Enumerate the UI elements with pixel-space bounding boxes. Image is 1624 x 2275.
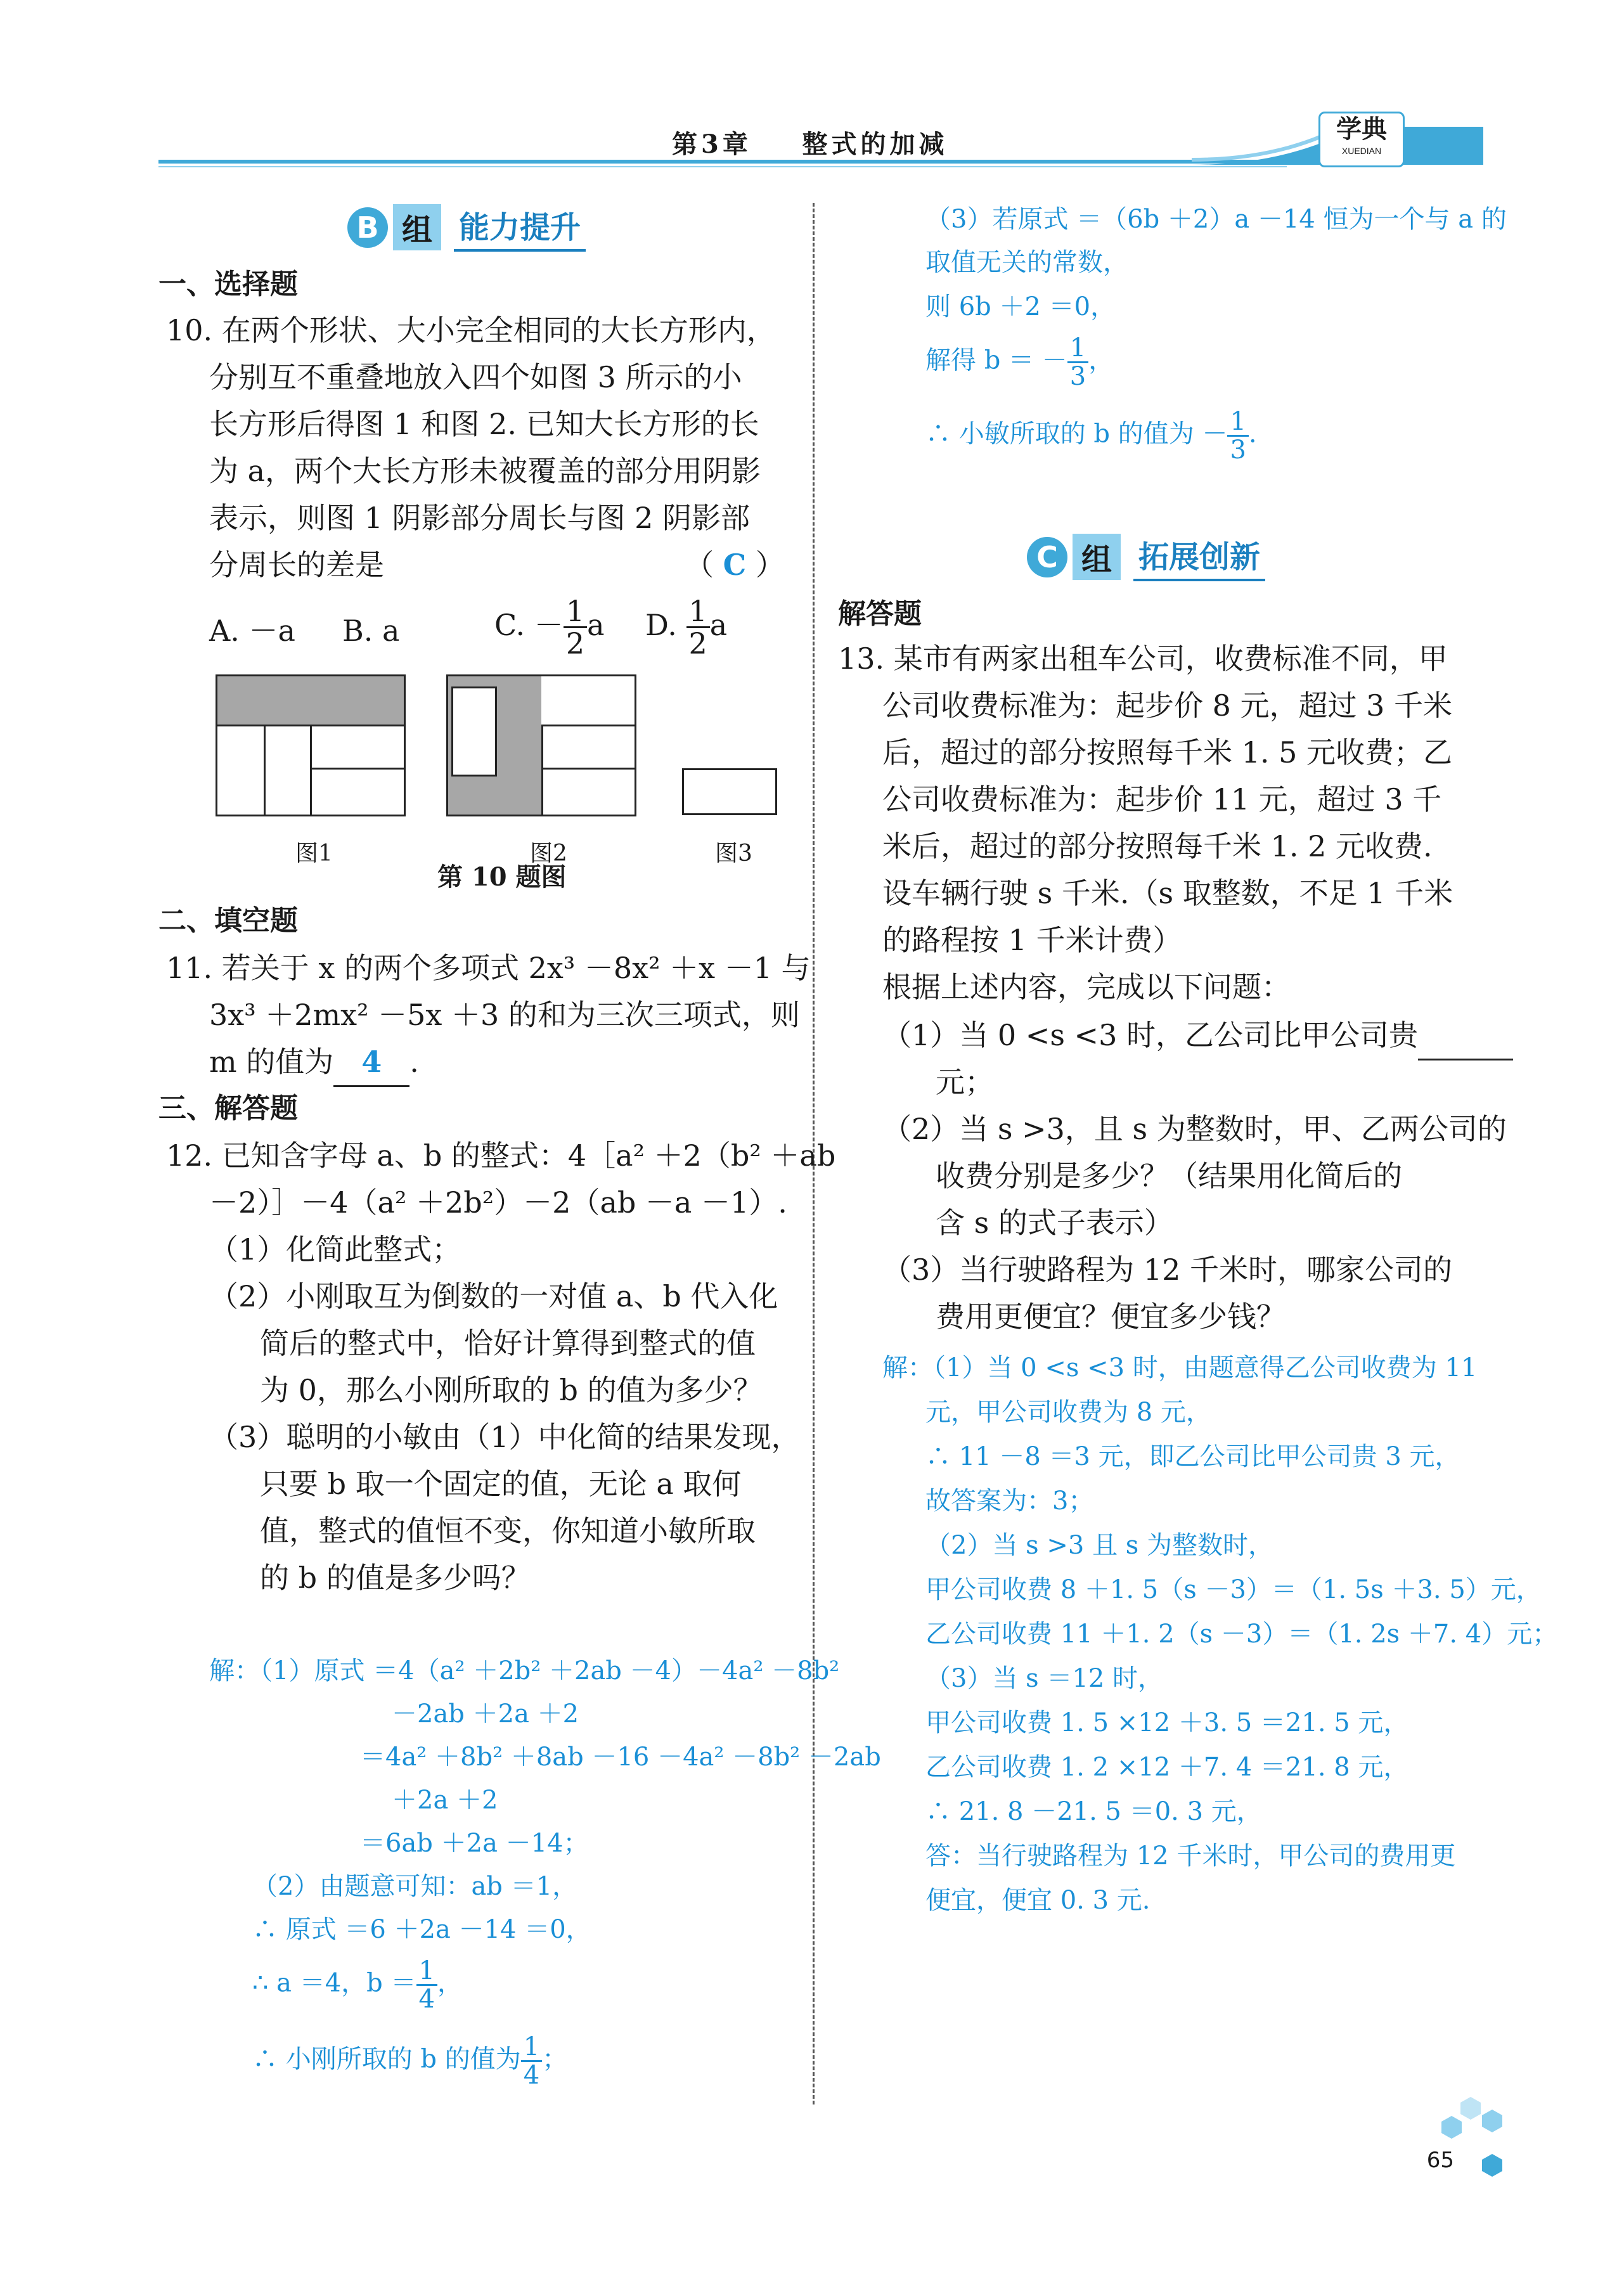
logo-sub: XUEDIAN (1341, 146, 1382, 156)
q13-line: 的路程按 1 千米计费） (882, 923, 1182, 957)
q13-line: 后，超过的部分按照每千米 1. 5 元收费；乙 (882, 735, 1453, 770)
q10-line: 长方形后得图 1 和图 2. 已知大长方形的长 (209, 407, 759, 441)
q13-line: 根据上述内容，完成以下问题： (882, 970, 1291, 1004)
sol13-line: 元，甲公司收费为 8 元， (925, 1398, 1211, 1427)
figure-2 (446, 674, 636, 816)
section-choice-heading: 一、选择题 (158, 268, 298, 300)
sol13-line: （2）当 s >3 且 s 为整数时， (925, 1531, 1274, 1560)
sol13-line: 乙公司收费 1. 2 ×12 ＋7. 4 ＝21. 8 元， (925, 1753, 1409, 1782)
sol12-line-suffix: ； (542, 2044, 568, 2074)
sol12-line: 取值无关的常数， (925, 248, 1128, 277)
q13-part3: （3）当行驶路程为 12 千米时，哪家公司的 (882, 1253, 1453, 1287)
sol12-line (252, 2033, 567, 2089)
frac-numerator: 1 (521, 2033, 542, 2062)
q10-option-c-prefix: C. － (494, 607, 564, 642)
frac-numerator: 1 (1227, 408, 1248, 437)
sol12-line-suffix: ， (1088, 345, 1114, 375)
fig2-rect (541, 725, 635, 726)
q10-line: 10. 在两个形状、大小完全相同的大长方形内， (166, 313, 776, 347)
fig2-rect (451, 686, 497, 777)
q12-line: 12. 已知含字母 a、b 的整式：4［a² ＋2（b² ＋ab (166, 1138, 836, 1173)
figure-3-label: 图3 (715, 841, 752, 867)
sol12-line-suffix: ， (437, 1968, 463, 1998)
sol12-line (925, 335, 1114, 390)
sol12-line: ＋2a ＋2 (392, 1786, 498, 1815)
sol13-line: ∴ 11 －8 ＝3 元，即乙公司比甲公司贵 3 元， (925, 1442, 1460, 1471)
q12-line: 的 b 的值是多少吗？ (260, 1561, 531, 1595)
group-c-title: 拓展创新 (1133, 532, 1265, 581)
frac-denominator: 4 (418, 1985, 435, 2014)
sol13-line: 甲公司收费 1. 5 ×12 ＋3. 5 ＝21. 5 元， (925, 1708, 1409, 1737)
group-b-title: 能力提升 (454, 203, 586, 252)
sol12-line (252, 1957, 463, 2013)
frac-numerator: 1 (564, 596, 587, 628)
q11-line (209, 1038, 419, 1087)
fig1-rect (264, 725, 266, 815)
q13-line: 米后，超过的部分按照每千米 1. 2 元收费. (882, 829, 1433, 863)
sol12-line: 解：（1）原式 ＝4（a² ＋2b² ＋2ab －4）－4a² －8b² (209, 1656, 840, 1685)
frac-denominator: 3 (1230, 435, 1246, 465)
q13-part2: 含 s 的式子表示） (936, 1206, 1173, 1240)
frac-numerator: 1 (1067, 335, 1088, 363)
header-title (672, 124, 948, 160)
fig1-shaded (217, 676, 404, 726)
sol12-line-prefix: ∴ 小敏所取的 b 的值为 － (925, 419, 1228, 449)
logo-badge (1318, 112, 1405, 167)
q13-blank (1418, 1012, 1513, 1060)
q12-line: 只要 b 取一个固定的值，无论 a 取何 (260, 1467, 742, 1501)
sol13-line: （3）当 s ＝12 时， (925, 1664, 1164, 1693)
fig2-rect (541, 726, 635, 815)
logo-text: 学典 (1336, 114, 1387, 144)
sol12-line: ∴ 原式 ＝6 ＋2a －14 ＝0， (252, 1915, 591, 1944)
chapter-title: 整式的加减 (802, 129, 948, 159)
group-c-heading (1027, 532, 1265, 581)
sol12-line-suffix: . (1248, 419, 1257, 449)
q10-option-d (645, 596, 727, 659)
sol13-line: ∴ 21. 8 －21. 5 ＝0. 3 元， (925, 1797, 1262, 1826)
fig2-rect (541, 676, 635, 725)
q11-line-suffix: . (409, 1045, 419, 1079)
sol13-line: 便宜，便宜 0. 3 元. (925, 1886, 1150, 1915)
q13-part1-end: 元； (936, 1065, 994, 1099)
q10-line: 分别互不重叠地放入四个如图 3 所示的小 (209, 360, 742, 394)
q12-line: 为 0，那么小刚所取的 b 的值为多少？ (260, 1373, 763, 1407)
q12-line: －2）］－4（a² ＋2b²）－2（ab －a －1）. (209, 1185, 787, 1220)
q11-answer: 4 (333, 1038, 409, 1087)
header-rule-thin (158, 166, 1287, 167)
figure-1-label: 图1 (295, 841, 333, 867)
group-b-zu: 组 (393, 204, 441, 250)
sol13-line: 解：（1）当 0 <s <3 时，由题意得乙公司收费为 11 (882, 1353, 1478, 1382)
figure-3 (682, 768, 777, 815)
q13-part1 (882, 1012, 1513, 1060)
sol13-line: 甲公司收费 8 ＋1. 5（s －3）＝（1. 5s ＋3. 5）元， (925, 1575, 1542, 1604)
frac-numerator: 1 (416, 1957, 437, 1986)
q10-answer-bracket: （ C ） (685, 548, 785, 582)
figure-caption: 第 10 题图 (437, 862, 567, 892)
sol12-line: （3）若原式 ＝（6b ＋2）a －14 恒为一个与 a 的 (925, 205, 1507, 234)
page-number: 65 (1426, 2148, 1454, 2173)
q13-line: 公司收费标准为：起步价 11 元，超过 3 千 (882, 782, 1442, 816)
figure-2-label: 图2 (530, 841, 567, 867)
q13-line: 公司收费标准为：起步价 8 元，超过 3 千米 (882, 688, 1453, 723)
q12-line: 值，整式的值恒不变，你知道小敏所取 (260, 1514, 756, 1548)
sol12-line-prefix: 解得 b ＝ － (925, 345, 1067, 375)
fig1-rect (310, 725, 312, 815)
section-solve-heading-c: 解答题 (838, 598, 922, 630)
frac-denominator: 3 (1069, 362, 1086, 391)
group-b-heading (347, 203, 586, 252)
sol12-line: －2ab ＋2a ＋2 (392, 1699, 579, 1729)
sol13-line: 故答案为：3； (925, 1486, 1094, 1516)
q10-option-b: B. a (342, 614, 400, 648)
frac-denominator: 4 (523, 2061, 540, 2090)
q12-line: （2）小刚取互为倒数的一对值 a、b 代入化 (209, 1279, 778, 1313)
q12-line: 简后的整式中，恰好计算得到整式的值 (260, 1326, 756, 1360)
figure-1 (216, 674, 406, 816)
sol12-line-prefix: ∴ 小刚所取的 b 的值为 (252, 2044, 521, 2074)
header-rule (158, 160, 1287, 164)
fig2-rect (541, 768, 635, 770)
section-solve-heading: 三、解答题 (158, 1092, 298, 1125)
q10-option-d-prefix: D. (645, 607, 686, 642)
sol12-line: ＝6ab ＋2a －14； (360, 1829, 589, 1858)
sol13-line: 答：当行驶路程为 12 千米时，甲公司的费用更 (925, 1841, 1456, 1871)
frac-denominator: 2 (565, 626, 585, 661)
q13-part2: （2）当 s >3，且 s 为整数时，甲、乙两公司的 (882, 1112, 1507, 1146)
q13-line: 13. 某市有两家出租车公司，收费标准不同，甲 (838, 641, 1448, 676)
frac-var: a (709, 607, 728, 642)
q11-line: 11. 若关于 x 的两个多项式 2x³ －8x² ＋x －1 与 (166, 951, 811, 985)
q13-part3: 费用更便宜？便宜多少钱？ (936, 1299, 1286, 1334)
q10-option-a: A. －a (209, 614, 295, 648)
frac-var: a (587, 607, 605, 642)
sol12-line (925, 408, 1257, 463)
sol13-line: 乙公司收费 11 ＋1. 2（s －3）＝（1. 2s ＋7. 4）元； (925, 1620, 1558, 1649)
q13-part1-text: （1）当 0 <s <3 时，乙公司比甲公司贵 (882, 1018, 1418, 1052)
q13-part2: 收费分别是多少？（结果用化简后的 (936, 1159, 1402, 1193)
section-fill-heading: 二、填空题 (158, 905, 298, 937)
fig1-rect (310, 768, 404, 770)
q11-line: 3x³ ＋2mx² －5x ＋3 的和为三次三项式，则 (209, 998, 800, 1032)
chapter-label: 第3章 (672, 129, 752, 159)
sol12-line: ＝4a² ＋8b² ＋8ab －16 －4a² －8b² －2ab (360, 1743, 881, 1772)
q13-line: 设车辆行驶 s 千米.（s 取整数，不足 1 千米 (882, 876, 1453, 910)
group-b-letter: B (347, 207, 388, 248)
q10-line: 为 a，两个大长方形未被覆盖的部分用阴影 (209, 454, 761, 488)
q10-option-c (494, 596, 605, 659)
group-c-letter: C (1027, 537, 1067, 577)
sol12-line: （2）由题意可知：ab ＝1， (252, 1872, 578, 1901)
q10-line: 分周长的差是 (209, 548, 384, 582)
q12-line: （3）聪明的小敏由（1）中化简的结果发现， (209, 1420, 801, 1454)
sol12-line-prefix: ∴ a ＝4，b ＝ (252, 1968, 416, 1998)
sol12-line: 则 6b ＋2 ＝0， (925, 292, 1116, 321)
frac-numerator: 1 (686, 596, 710, 628)
q10-answer: C (723, 548, 747, 582)
group-c-zu: 组 (1073, 534, 1121, 580)
q11-line-prefix: m 的值为 (209, 1045, 334, 1079)
q12-line: （1）化简此整式； (209, 1232, 461, 1266)
frac-denominator: 2 (688, 626, 707, 661)
q10-line: 表示，则图 1 阴影部分周长与图 2 阴影部 (209, 501, 751, 535)
